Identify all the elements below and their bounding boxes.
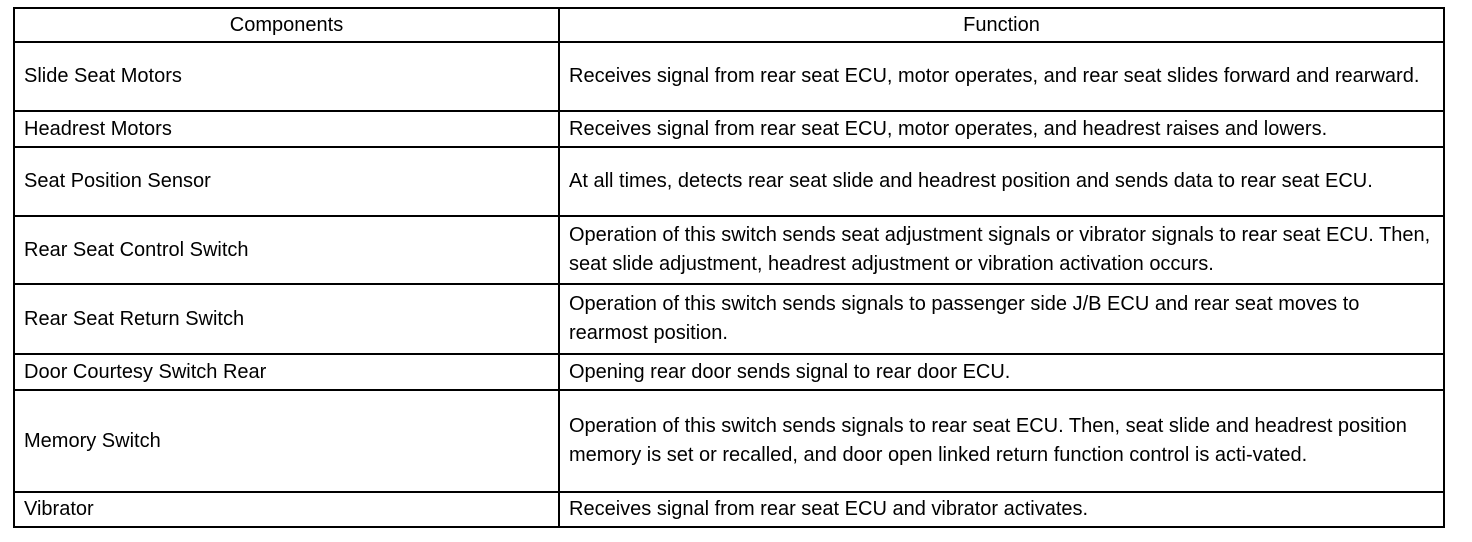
component-cell: Door Courtesy Switch Rear (14, 354, 559, 390)
component-cell: Headrest Motors (14, 111, 559, 147)
component-cell: Memory Switch (14, 390, 559, 492)
function-cell: Receives signal from rear seat ECU, motor operates, and headrest raises and lowers. (559, 111, 1444, 147)
header-components: Components (14, 8, 559, 42)
function-cell: At all times, detects rear seat slide and headrest position and sends data to rear seat ECU. (559, 147, 1444, 216)
table-row (14, 111, 1444, 147)
component-cell: Slide Seat Motors (14, 42, 559, 111)
function-cell: Receives signal from rear seat ECU and vibrator activates. (559, 492, 1444, 527)
function-cell: Operation of this switch sends signals to passenger side J/B ECU and rear seat moves to rearmost position. (559, 284, 1444, 354)
table-header (14, 8, 1444, 42)
table-row (14, 147, 1444, 216)
table-body (14, 42, 1444, 527)
components-function-table (13, 7, 1445, 528)
component-cell: Rear Seat Return Switch (14, 284, 559, 354)
function-cell: Operation of this switch sends seat adjustment signals or vibrator signals to rear seat ECU. Then, seat slide adjustment, headrest adjustment or vibration activation occurs. (559, 216, 1444, 284)
table-row (14, 354, 1444, 390)
component-cell: Vibrator (14, 492, 559, 527)
table-row (14, 42, 1444, 111)
component-cell: Seat Position Sensor (14, 147, 559, 216)
function-cell: Receives signal from rear seat ECU, motor operates, and rear seat slides forward and rearward. (559, 42, 1444, 111)
header-function: Function (559, 8, 1444, 42)
function-cell: Opening rear door sends signal to rear door ECU. (559, 354, 1444, 390)
table-row (14, 492, 1444, 527)
function-cell: Operation of this switch sends signals to rear seat ECU. Then, seat slide and headrest position memory is set or recalled, and door open linked return function control is acti-vated. (559, 390, 1444, 492)
table-row (14, 390, 1444, 492)
table-row (14, 216, 1444, 284)
component-cell: Rear Seat Control Switch (14, 216, 559, 284)
table-row (14, 284, 1444, 354)
header-row (14, 8, 1444, 42)
